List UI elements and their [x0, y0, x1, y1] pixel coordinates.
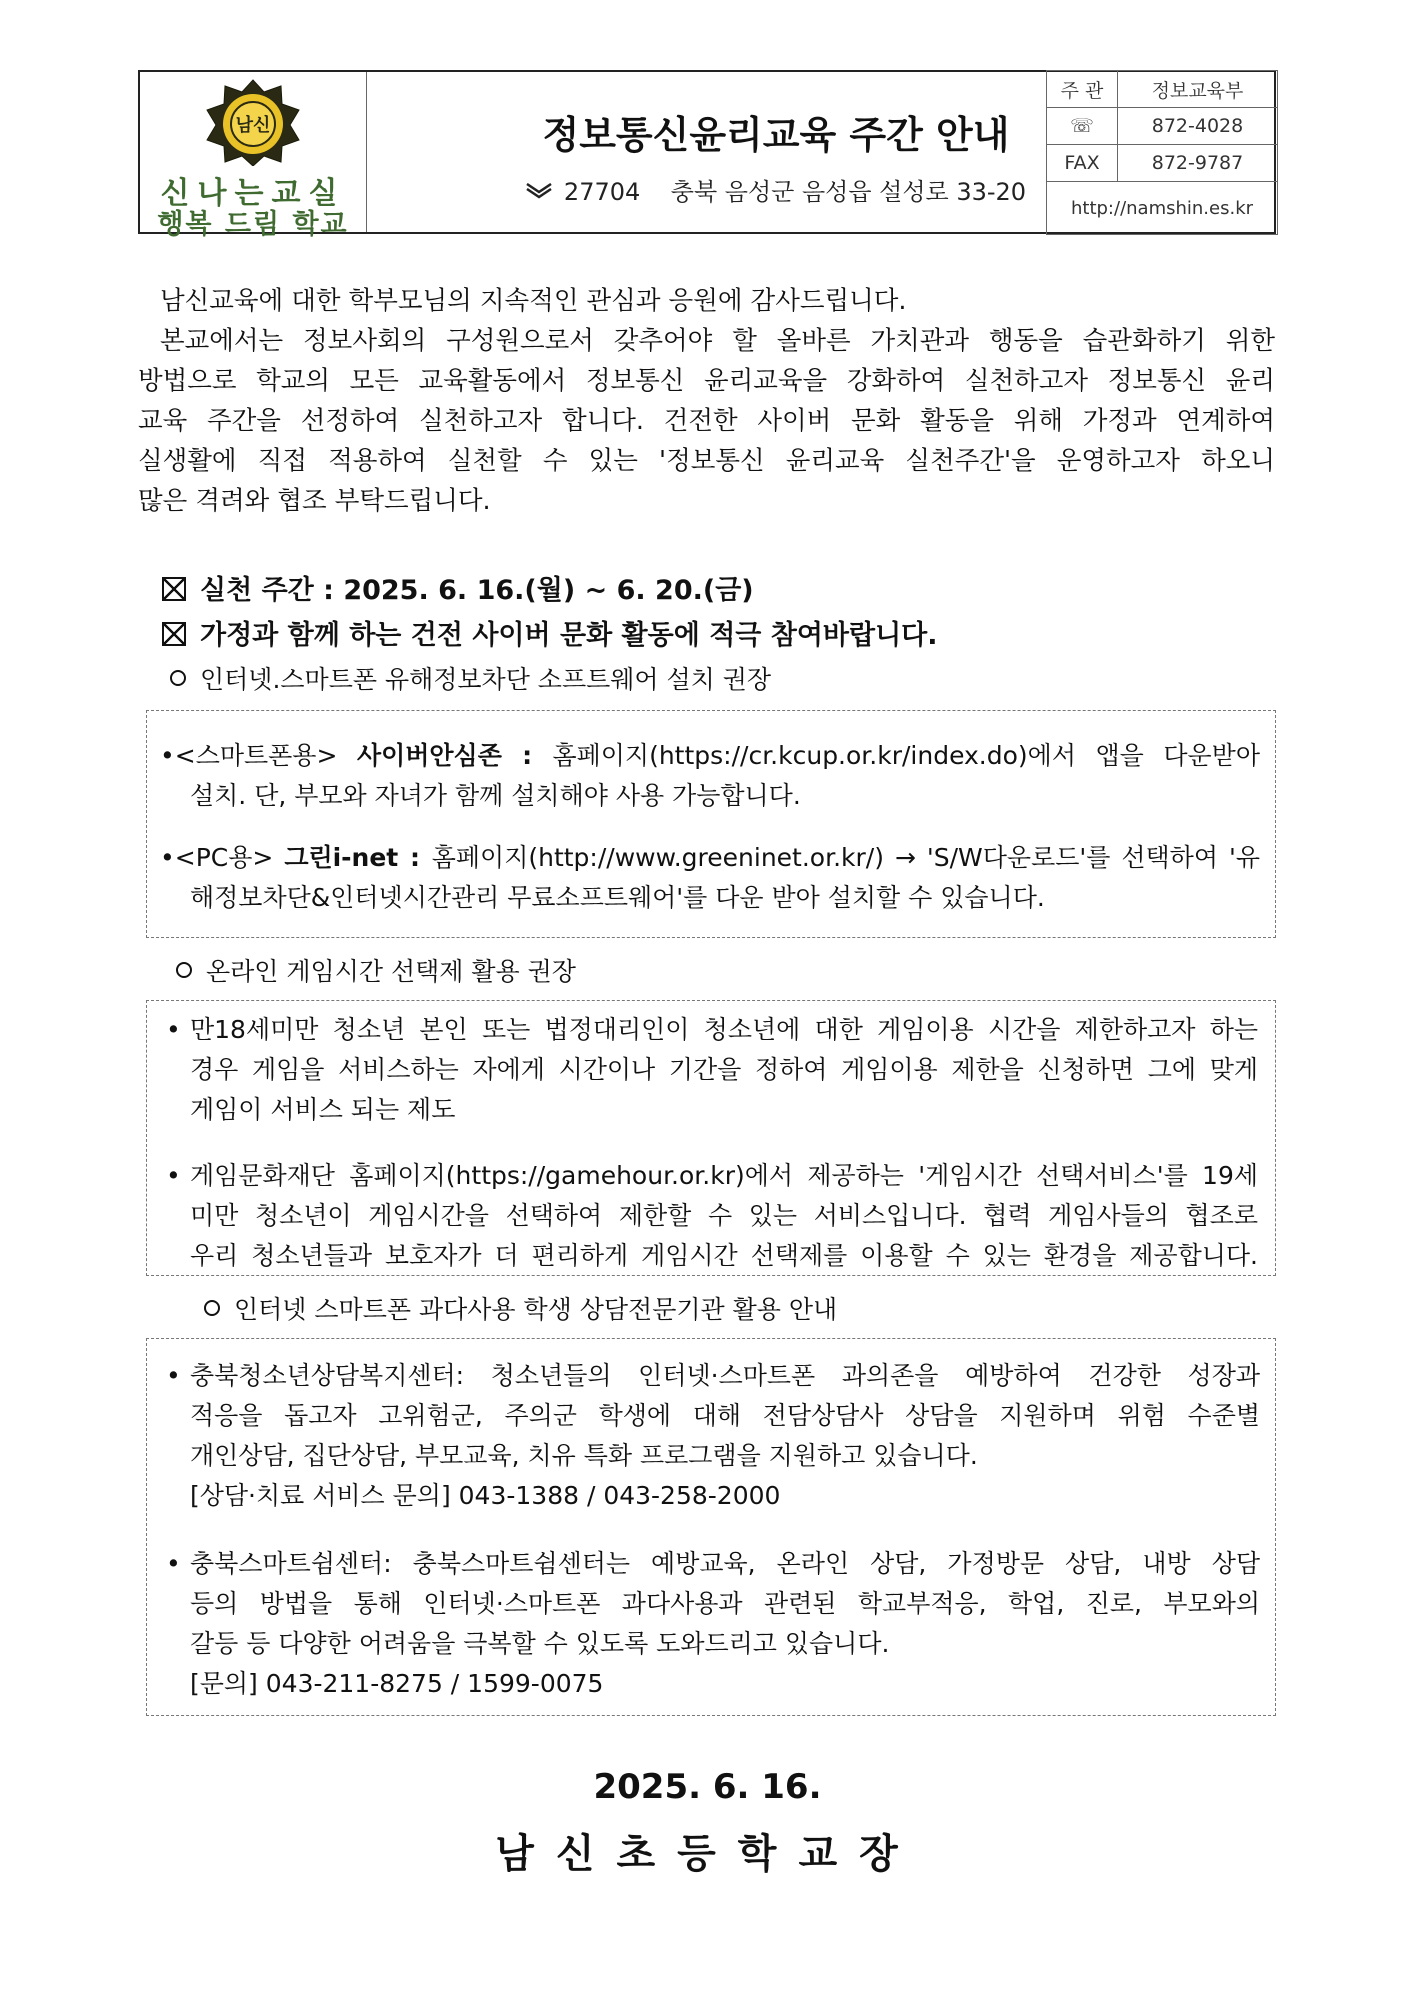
intro-line5: 실생활에 직접 적용하여 실천할 수 있는 '정보통신 윤리교육 실천주간'을 운영하고자 하오니 — [138, 446, 1275, 476]
school-logo — [140, 72, 367, 240]
section3-item2-contact: [문의] 043-211-8275 / 1599-0075 — [190, 1669, 604, 1698]
contact-info-table — [1046, 70, 1278, 235]
section1-item2-line2: 해정보차단&인터넷시간관리 무료소프트웨어'를 다운 받아 설치할 수 있습니다. — [190, 883, 1045, 912]
section2-bullet1: • — [166, 1015, 181, 1044]
circle-bullet-icon — [170, 670, 186, 686]
logo-line1: 신나는교실 — [160, 176, 346, 211]
section1-item1: •<스마트폰용> 사이버안심존 : 홈페이지(https://cr.kcup.or.kr/index.do)에서 앱을 다운받아 — [160, 741, 1260, 770]
checkbox-icon — [162, 622, 186, 646]
fax-value: 872-9787 — [1118, 145, 1278, 182]
school-emblem-icon — [204, 78, 302, 166]
section2-item1-line2: 경우 게임을 서비스하는 자에게 시간이나 기간을 정하여 게임이용 제한을 신청하면 그에 맞게 — [190, 1055, 1258, 1084]
phone-icon: ☏ — [1047, 108, 1118, 145]
section1-item1-line2: 설치. 단, 부모와 자녀가 함께 설치해야 사용 가능합니다. — [190, 781, 801, 810]
section3-item1-line2: 적응을 돕고자 고위험군, 주의군 학생에 대해 전담상담사 상담을 지원하며 위험 수준별 — [190, 1401, 1260, 1430]
participation-text: 가정과 함께 하는 건전 사이버 문화 활동에 적극 참여바랍니다. — [200, 620, 938, 651]
intro-line2: 본교에서는 정보사회의 구성원으로서 갖추어야 할 올바른 가치관과 행동을 습관화하기 위한 — [160, 326, 1275, 356]
section3-item2-line1: 충북스마트쉼센터: 충북스마트쉼센터는 예방교육, 온라인 상담, 가정방문 상담, 내방 상담 — [190, 1549, 1260, 1578]
section2-item1-line1: 만18세미만 청소년 본인 또는 법정대리인이 청소년에 대한 게임이용 시간을 제한하고자 하는 — [190, 1015, 1258, 1044]
circle-bullet-icon — [204, 1300, 220, 1316]
section3-item1-line1: 충북청소년상담복지센터: 청소년들의 인터넷·스마트폰 과의존을 예방하여 건강한 성장과 — [190, 1361, 1260, 1390]
intro-line4: 교육 주간을 선정하여 실천하고자 합니다. 건전한 사이버 문화 활동을 위해 가정과 연계하여 — [138, 406, 1275, 436]
section2-title — [176, 952, 576, 988]
school-url-link[interactable]: http://namshin.es.kr — [1047, 182, 1278, 235]
section3-item1-line3: 개인상담, 집단상담, 부모교육, 치유 특화 프로그램을 지원하고 있습니다. — [190, 1441, 978, 1470]
issue-date: 2025. 6. 16. — [593, 1767, 822, 1807]
principal-signature: 남신초등학교장 — [495, 1831, 920, 1877]
section1-item2: •<PC용> 그린i-net : 홈페이지(http://www.greeninet.or.kr/) → 'S/W다운로드'를 선택하여 '유 — [160, 843, 1260, 872]
header-frame — [138, 70, 1276, 240]
section2-bullet2: • — [166, 1161, 181, 1190]
section3-bullet1: • — [166, 1361, 181, 1390]
section2-title-text: 온라인 게임시간 선택제 활용 권장 — [206, 957, 576, 986]
circle-bullet-icon — [176, 962, 192, 978]
section1-title — [170, 660, 771, 696]
section3-item2-line3: 갈등 등 다양한 어려움을 극복할 수 있도록 도와드리고 있습니다. — [190, 1629, 890, 1658]
section2-item1-line3: 게임이 서비스 되는 제도 — [190, 1095, 456, 1124]
svg-text:남신: 남신 — [235, 115, 271, 136]
dept-label: 주 관 — [1047, 71, 1118, 108]
section1-title-text: 인터넷.스마트폰 유해정보차단 소프트웨어 설치 권장 — [200, 665, 772, 694]
fax-label: FAX — [1047, 145, 1118, 182]
logo-line2: 행복 드림 학교 — [157, 209, 349, 240]
participation-heading — [162, 613, 938, 652]
section2-item2-line1: 게임문화재단 홈페이지(https://gamehour.or.kr)에서 제공하는 '게임시간 선택서비스'를 19세 — [190, 1161, 1258, 1190]
section3-title-text: 인터넷 스마트폰 과다사용 학생 상담전문기관 활용 안내 — [234, 1295, 838, 1324]
page-title: 정보통신윤리교육 주간 안내 — [542, 113, 1010, 157]
address-text: 충북 음성군 음성읍 설성로 33-20 — [670, 178, 1027, 206]
dept-value: 정보교육부 — [1118, 71, 1278, 108]
practice-week-text: 실천 주간 : 2025. 6. 16.(월) ~ 6. 20.(금) — [200, 575, 754, 606]
intro-line1: 남신교육에 대한 학부모님의 지속적인 관심과 응원에 감사드립니다. — [160, 286, 907, 316]
section3-title — [204, 1290, 837, 1326]
checkbox-icon — [162, 577, 186, 601]
section3-bullet2: • — [166, 1549, 181, 1578]
intro-line6: 많은 격려와 협조 부탁드립니다. — [138, 486, 491, 516]
postal-code: 27704 — [563, 178, 641, 206]
intro-line3: 방법으로 학교의 모든 교육활동에서 정보통신 윤리교육을 강화하여 실천하고자 정보통신 윤리 — [138, 366, 1275, 396]
mail-icon — [526, 183, 552, 199]
practice-week-heading — [162, 568, 754, 607]
section2-item2-line2: 미만 청소년이 게임시간을 선택하여 제한할 수 있는 서비스입니다. 협력 게임사들의 협조로 — [190, 1201, 1258, 1230]
phone-value: 872-4028 — [1118, 108, 1278, 145]
section3-item1-contact: [상담·치료 서비스 문의] 043-1388 / 043-258-2000 — [190, 1481, 781, 1510]
section3-item2-line2: 등의 방법을 통해 인터넷·스마트폰 과다사용과 관련된 학교부적응, 학업, 진로, 부모와의 — [190, 1589, 1260, 1618]
section2-item2-line3: 우리 청소년들과 보호자가 더 편리하게 게임시간 선택제를 이용할 수 있는 환경을 제공합니다. — [190, 1241, 1258, 1270]
